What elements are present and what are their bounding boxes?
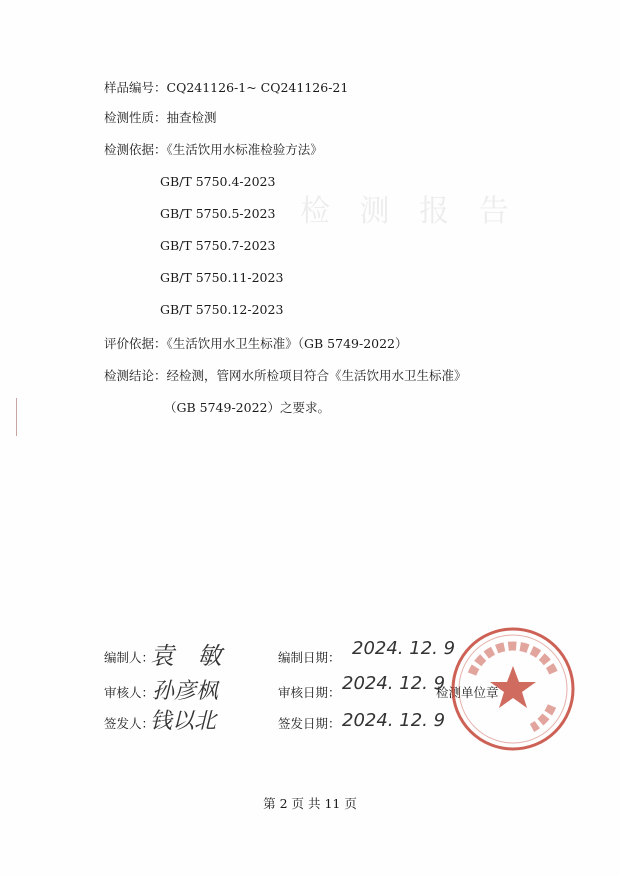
- test-basis-value: 《生活饮用水标准检验方法》: [166, 142, 323, 157]
- review-date-label: 审核日期：: [278, 685, 341, 700]
- approver-label: 签发人：: [104, 716, 155, 731]
- official-seal-stamp: [448, 624, 578, 754]
- conclusion-text-line2: （GB 5749-2022）之要求。: [164, 400, 330, 415]
- standard-item: GB/T 5750.7-2023: [160, 238, 276, 253]
- review-date-handwritten: 2024. 12. 9: [342, 673, 446, 694]
- standard-item: GB/T 5750.5-2023: [160, 206, 276, 221]
- evaluation-basis-row: [104, 336, 408, 352]
- stamp-label: 检测单位章: [436, 685, 499, 700]
- compile-date-handwritten: 2024. 12. 9: [352, 638, 456, 659]
- conclusion-label: 检测结论：: [104, 368, 167, 383]
- test-nature-label: 检测性质：: [104, 110, 167, 125]
- page-footer: 第 2 页 共 11 页: [263, 796, 357, 811]
- compiler-label: 编制人：: [104, 650, 155, 665]
- test-nature-value: 抽查检测: [166, 110, 217, 125]
- approver-signature: 钱以北: [150, 709, 217, 734]
- reviewer-signature: 孙彦枫: [152, 679, 219, 704]
- sample-number-value: CQ241126-1~ CQ241126-21: [166, 80, 349, 95]
- sample-number-label: 样品编号：: [104, 80, 167, 95]
- seal-star-icon: [490, 666, 536, 708]
- margin-mark: [16, 398, 17, 436]
- seal-text-arc: [532, 706, 552, 728]
- show-through-title: 检 测 报 告: [300, 194, 519, 229]
- sample-number-row: [104, 80, 348, 96]
- reviewer-label: 审核人：: [104, 685, 155, 700]
- compiler-signature: 袁 敏: [150, 642, 230, 670]
- test-basis-row: [104, 142, 323, 158]
- standard-item: GB/T 5750.12-2023: [160, 302, 284, 317]
- test-basis-label: 检测依据：: [104, 142, 167, 157]
- compile-date-label: 编制日期：: [278, 650, 341, 665]
- standard-item: GB/T 5750.11-2023: [160, 270, 284, 285]
- conclusion-text-line1: 经检测，管网水所检项目符合《生活饮用水卫生标准》: [166, 368, 467, 383]
- issue-date-label: 签发日期：: [278, 716, 341, 731]
- standard-item: GB/T 5750.4-2023: [160, 174, 276, 189]
- issue-date-handwritten: 2024. 12. 9: [342, 710, 446, 731]
- test-nature-row: [104, 110, 217, 126]
- evaluation-basis-label: 评价依据：: [104, 336, 167, 351]
- conclusion-row: [104, 368, 467, 384]
- evaluation-basis-value: 《生活饮用水卫生标准》（GB 5749-2022）: [166, 336, 408, 351]
